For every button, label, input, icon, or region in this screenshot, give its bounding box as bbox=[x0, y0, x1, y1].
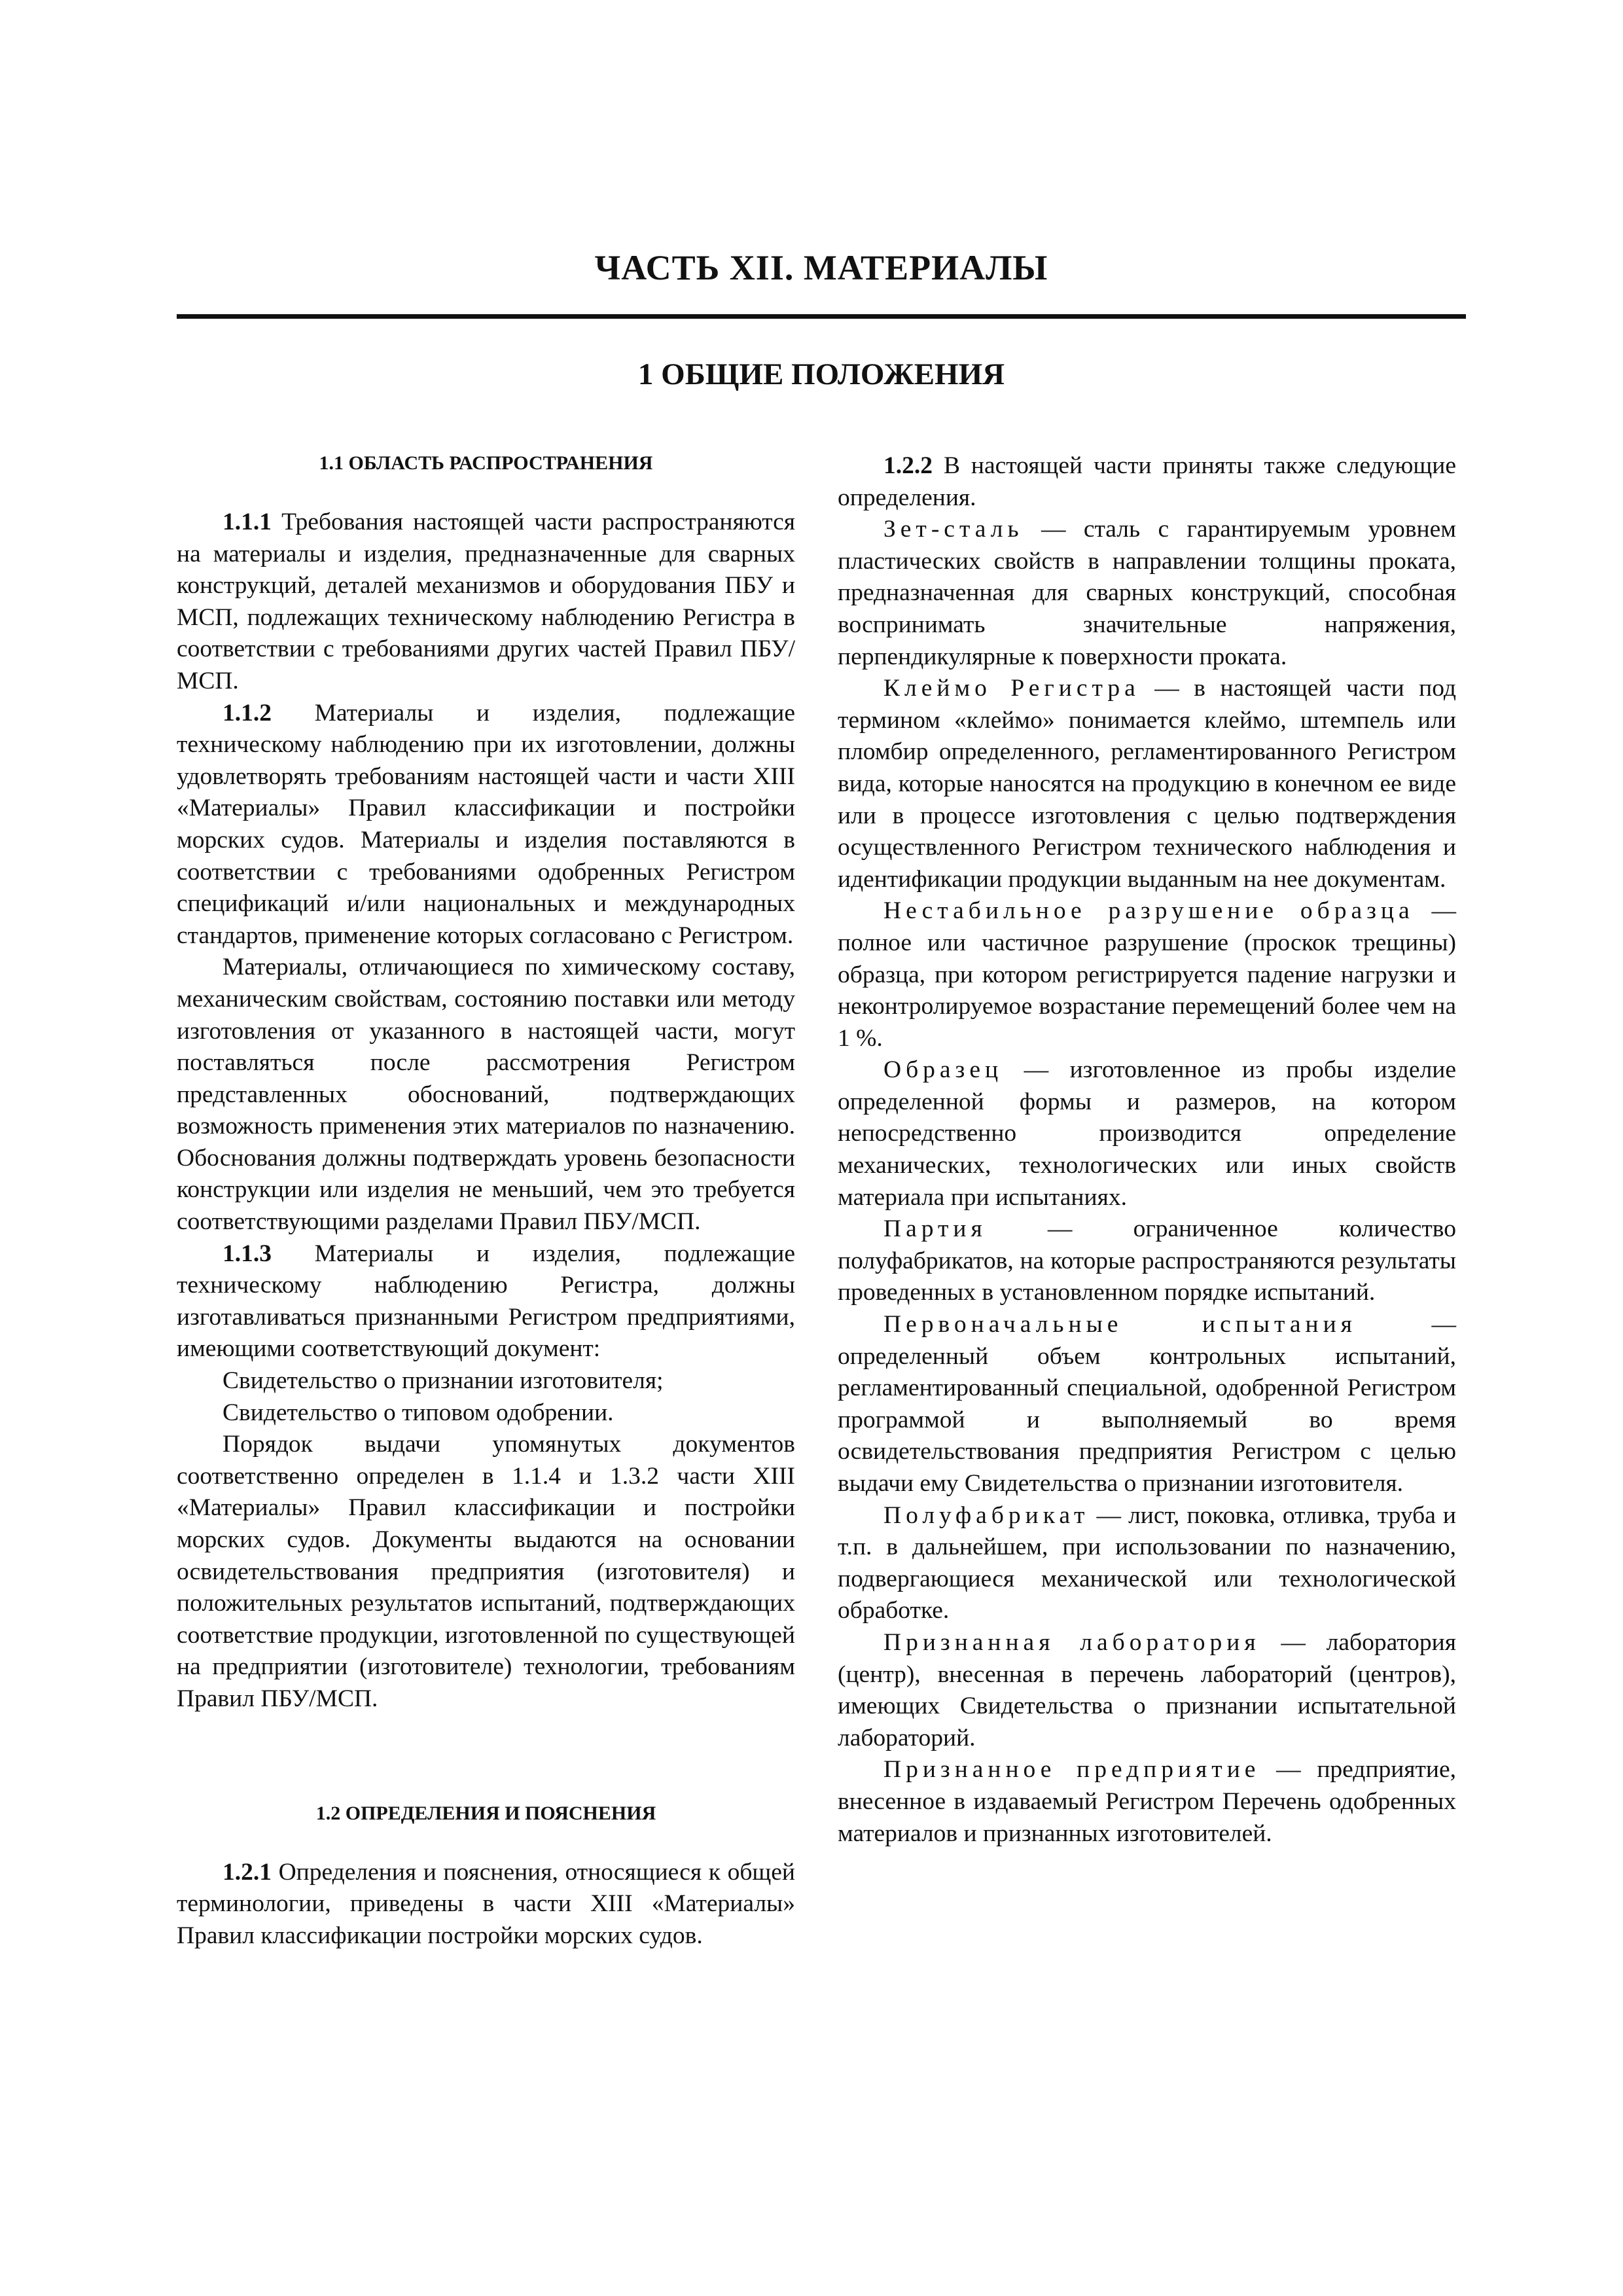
definition-text: — полное или частичное разрушение (проскок трещины) образца, при котором регистрируется падение нагрузки и неконтролируемое возрастание перемещений более чем на 1 %. bbox=[838, 897, 1456, 1052]
paragraph-1-1-2 bbox=[177, 698, 795, 952]
clause-text: Определения и пояснения, относящиеся к общей терминологии, приведены в части XIII «Материалы» Правил классификации постройки морских судов. bbox=[177, 1858, 795, 1949]
definition-text: — определенный объем контрольных испытаний, регламентированный специальной, одобренной Регистром программой и выполняемый во время освидетельствования предприятия Регистром с целью выдачи ему Свидетельства о признании изготовителя. bbox=[838, 1311, 1457, 1497]
definition-recognized-enterprise bbox=[838, 1754, 1456, 1850]
definition-text: — лист, поковка, отливка, труба и т.п. в дальнейшем, при использовании по назначению, подвергающиеся механической или технологической обработке. bbox=[838, 1501, 1456, 1624]
definition-text: — изготовленное из пробы изделие определенной формы и размеров, на котором непосредственно производится определение механических, технологических или иных свойств материала при испытаниях. bbox=[838, 1056, 1456, 1211]
paragraph-1-1-3 bbox=[177, 1238, 795, 1365]
definition-recognized-laboratory bbox=[838, 1627, 1456, 1754]
clause-text: Материалы и изделия, подлежащие техническому наблюдению при их изготовлении, должны удовлетворять требованиям настоящей части и части XIII «Материалы» Правил классификации и постройки морских судов. Материалы и изделия поставляются в соответствии с требованиями одобренных Регистром спецификаций и/или национальных и международных стандартов, применение которых согласовано с Регистром. bbox=[177, 699, 795, 949]
paragraph-1-1-2-continued: Материалы, отличающиеся по химическому составу, механическим свойствам, состоянию поставки или методу изготовления от указанного в настоящей части, могут поставляться после рассмотрения Регистром представленных обоснований, подтверждающих возможность применения этих материалов по назначению. Обоснования должны подтверждать уровень безопасности конструкции или изделия не меньший, чем это требуется соответствующими разделами Правил ПБУ/МСП. bbox=[177, 954, 795, 1236]
definition-text: — лаборатория (центр), внесенная в перечень лабораторий (центров), имеющих Свидетельства о признании испытательной лабораторий. bbox=[838, 1628, 1456, 1751]
list-item-type-approval: Свидетельство о типовом одобрении. bbox=[223, 1399, 614, 1426]
subsection-heading-definitions: 1.2 ОПРЕДЕЛЕНИЯ И ПОЯСНЕНИЯ bbox=[315, 1802, 656, 1824]
left-column bbox=[177, 450, 795, 1952]
definition-term: Признанное предприятие bbox=[883, 1756, 1260, 1784]
definition-text: — предприятие, внесенное в издаваемый Регистром Перечень одобренных материалов и признанных изготовителей. bbox=[838, 1756, 1456, 1847]
clause-number: 1.1.3 bbox=[223, 1240, 272, 1267]
clause-number: 1.2.1 bbox=[223, 1858, 272, 1886]
definition-term: Полуфабрикат bbox=[883, 1501, 1090, 1529]
definition-term: Партия bbox=[883, 1215, 987, 1243]
clause-text: Требования настоящей части распространяются на материалы и изделия, предназначенные для сварных конструкций, деталей механизмов и оборудования ПБУ и МСП, подлежащих техническому наблюдению Регистра в соответствии с требованиями других частей Правил ПБУ/МСП. bbox=[177, 509, 795, 694]
section-title: 1 ОБЩИЕ ПОЛОЖЕНИЯ bbox=[637, 357, 1005, 391]
definition-text: — в настоящей части под термином «клеймо» понимается клеймо, штемпель или пломбир определенного, регламентированного Регистром вида, которые наносятся на продукцию в конечном ее виде или в процессе изготовления с целью подтверждения осуществленного Регистром технического наблюдения и идентификации продукции выданным на нее документам. bbox=[838, 675, 1456, 893]
definition-batch bbox=[838, 1213, 1456, 1309]
title-divider bbox=[177, 314, 1466, 319]
definition-specimen bbox=[838, 1054, 1456, 1213]
clause-number: 1.2.2 bbox=[883, 452, 933, 479]
paragraph-1-1-3-continued: Порядок выдачи упомянутых документов соответственно определен в 1.1.4 и 1.3.2 части XIII «Материалы» Правил классификации и постройки морских судов. Документы выдаются на основании освидетельствования предприятия (изготовителя) и положительных результатов испытаний, подтверждающих соответствие продукции, изготовленной по существующей на предприятии (изготовителе) технологии, требованиям Правил ПБУ/МСП. bbox=[177, 1431, 795, 1712]
clause-number: 1.1.1 bbox=[223, 509, 272, 535]
right-column bbox=[838, 450, 1456, 1850]
definition-z-steel bbox=[838, 514, 1456, 673]
definition-unstable-fracture bbox=[838, 895, 1456, 1054]
definition-term: Зет-сталь bbox=[883, 516, 1024, 543]
list-item-manufacturer-recognition: Свидетельство о признании изготовителя; bbox=[223, 1367, 664, 1395]
definition-term: Клеймо Регистра bbox=[883, 675, 1140, 702]
definition-register-stamp bbox=[838, 673, 1456, 895]
definition-semi-finished-product bbox=[838, 1500, 1456, 1627]
definition-term: Образец bbox=[883, 1056, 1003, 1084]
subsection-heading-scope: 1.1 ОБЛАСТЬ РАСПРОСТРАНЕНИЯ bbox=[319, 452, 653, 474]
clause-number: 1.1.2 bbox=[223, 699, 272, 726]
clause-text: Материалы и изделия, подлежащие техническому наблюдению Регистра, должны изготавливаться признанными Регистром предприятиями, имеющими соответствующий документ: bbox=[177, 1240, 795, 1363]
part-title: ЧАСТЬ XII. МАТЕРИАЛЫ bbox=[594, 248, 1048, 287]
definition-initial-tests bbox=[838, 1309, 1456, 1500]
paragraph-1-2-1 bbox=[177, 1857, 795, 1952]
clause-text: В настоящей части приняты также следующие определения. bbox=[838, 452, 1456, 511]
definition-text: — сталь с гарантируемым уровнем пластических свойств в направлении толщины проката, предназначенная для сварных конструкций, способная воспринимать значительные напряжения, перпендикулярные к поверхности проката. bbox=[838, 516, 1456, 670]
paragraph-1-1-1 bbox=[177, 507, 795, 698]
paragraph-1-2-2 bbox=[838, 450, 1456, 514]
definition-term: Признанная лаборатория bbox=[883, 1628, 1260, 1656]
definition-term: Первоначальные испытания bbox=[883, 1311, 1357, 1338]
definition-text: — ограниченное количество полуфабрикатов, на которые распространяются результаты проведенных в установленном порядке испытаний. bbox=[838, 1215, 1456, 1306]
definition-term: Нестабильное разрушение образца bbox=[883, 897, 1414, 925]
